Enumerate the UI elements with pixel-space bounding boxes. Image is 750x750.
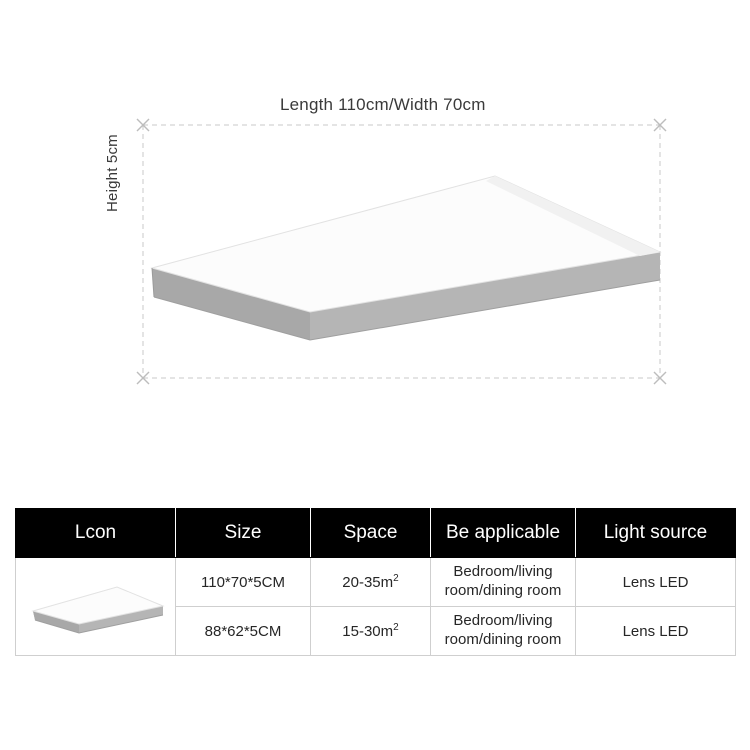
header-icon: Lcon	[16, 509, 176, 558]
cell-space-value: 15-30	[342, 623, 381, 640]
cell-space-unit: m	[380, 574, 394, 591]
header-size: Size	[176, 509, 311, 558]
header-space: Space	[311, 509, 431, 558]
product-thumbnail-cell	[16, 558, 176, 656]
cell-space-value: 20-35	[342, 574, 381, 591]
cell-size: 110*70*5CM	[176, 558, 311, 607]
specification-table	[15, 508, 736, 656]
cell-light-source: Lens LED	[576, 607, 736, 656]
cell-applicable-line2: room/dining room	[444, 582, 562, 599]
cell-be-applicable	[431, 558, 576, 607]
cell-applicable-line1: Bedroom/living	[453, 612, 553, 630]
cell-applicable-line1: Bedroom/living	[453, 563, 553, 581]
cell-applicable-line2: room/dining room	[444, 631, 562, 648]
table-row	[16, 558, 736, 607]
ceiling-lamp-illustration	[152, 176, 660, 340]
height-dimension-label: Height 5cm	[104, 134, 121, 212]
table-header-row	[16, 509, 736, 558]
cell-space	[311, 607, 431, 656]
cell-space	[311, 558, 431, 607]
cell-space-unit: m	[380, 623, 394, 640]
cell-size: 88*62*5CM	[176, 607, 311, 656]
length-dimension-label: Length 110cm/Width 70cm	[280, 95, 486, 114]
lamp-thumbnail-icon	[16, 559, 175, 655]
cell-light-source: Lens LED	[576, 558, 736, 607]
cell-be-applicable	[431, 607, 576, 656]
header-light-source: Light source	[576, 509, 736, 558]
header-be-applicable: Be applicable	[431, 509, 576, 558]
cell-space-exponent: 2	[393, 622, 399, 633]
cell-space-exponent: 2	[393, 573, 399, 584]
